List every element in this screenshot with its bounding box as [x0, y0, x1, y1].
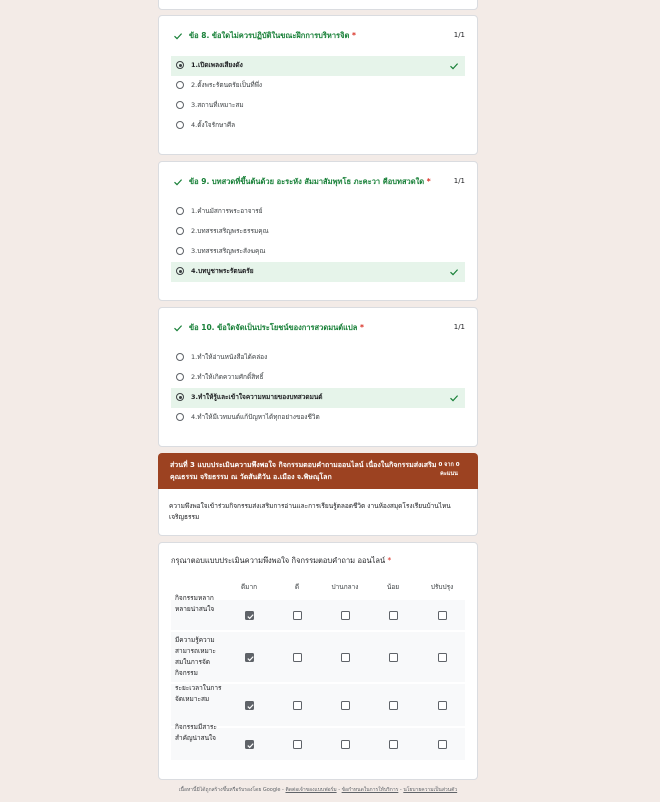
option-label: 3.สถานที่เหมาะสม — [191, 101, 244, 109]
radio-button[interactable] — [176, 393, 184, 401]
grid-checkbox[interactable] — [438, 740, 447, 749]
correct-check-icon — [173, 177, 183, 187]
answer-option[interactable] — [171, 388, 465, 408]
option-label: 2.บทสรรเสริญพระธรรมคุณ — [191, 227, 269, 235]
option-label: 4.บทบูชาพระรัตนตรัย — [191, 267, 254, 275]
question-card — [158, 161, 478, 301]
radio-button[interactable] — [176, 207, 184, 215]
answer-option[interactable] — [171, 202, 465, 222]
grid-row — [171, 723, 465, 760]
grid-checkbox[interactable] — [341, 701, 350, 710]
section-description-card — [158, 489, 478, 536]
grid-checkbox[interactable] — [438, 611, 447, 620]
correct-check-icon — [449, 61, 459, 71]
answer-option[interactable] — [171, 262, 465, 282]
answer-option[interactable] — [171, 348, 465, 368]
grid-checkbox[interactable] — [245, 653, 254, 662]
privacy-link[interactable]: นโยบายความเป็นส่วนตัว — [403, 787, 458, 793]
grid-checkbox[interactable] — [245, 701, 254, 710]
grid-checkbox[interactable] — [341, 611, 350, 620]
grid-checkbox[interactable] — [389, 611, 398, 620]
footer: เนื้อหานี้มิได้ถูกสร้างขึ้นหรือรับรองโดย Google - ติดต่อเจ้าของแบบฟอร์ม - ข้อกำหนดในการให้บริการ - นโยบายความเป็นส่วนตัว — [178, 787, 458, 793]
grid-checkbox[interactable] — [438, 653, 447, 662]
radio-button[interactable] — [176, 121, 184, 129]
question-score: 1/1 — [453, 31, 465, 39]
radio-button[interactable] — [176, 353, 184, 361]
previous-question-card — [158, 0, 478, 10]
grid-question-title: กรุณาตอบแบบประเมินความพึงพอใจ กิจกรรมตอบคำถาม ออนไลน์ * — [171, 556, 392, 565]
grid-question-card — [158, 542, 478, 780]
radio-button[interactable] — [176, 413, 184, 421]
grid-row-label: กิจกรรมหลากหลายน่าสนใจ — [175, 594, 215, 613]
section-score: 0 จาก 0 คะแนน — [438, 462, 460, 477]
option-label: 1.เปิดเพลงเสียงดัง — [191, 61, 243, 69]
grid-row — [171, 594, 465, 630]
terms-link[interactable]: ข้อกำหนดในการให้บริการ — [341, 787, 399, 793]
grid-checkbox[interactable] — [293, 611, 302, 620]
question-score: 1/1 — [453, 177, 465, 185]
question-title: ข้อ 9. บทสวดที่ขึ้นต้นด้วย อะระหัง สัมมาสัมพุทโธ ภะคะวา คือบทสวดใด * — [189, 177, 431, 186]
answer-option[interactable] — [171, 116, 465, 136]
answer-option[interactable] — [171, 368, 465, 388]
radio-button[interactable] — [176, 267, 184, 275]
grid-checkbox[interactable] — [293, 701, 302, 710]
question-title: ข้อ 8. ข้อใดไม่ควรปฏิบัติในขณะฝึกการบริหารจิต * — [189, 31, 356, 40]
radio-button[interactable] — [176, 247, 184, 255]
section-title: ส่วนที่ 3 แบบประเมินความพึงพอใจ กิจกรรมตอบคำถามออนไลน์ เนื่องในกิจกรรมส่งเสริมคุณธรรม จริยธรรม ณ วัดสันติวัน อ.เมือง จ.พิษณุโลก — [170, 461, 437, 481]
radio-button[interactable] — [176, 101, 184, 109]
grid-column-header: ปานกลาง — [331, 583, 359, 591]
section-description: ความพึงพอใจเข้าร่วมกิจกรรมส่งเสริมการอ่านและการเรียนรู้ตลอดชีวิต งานห้องสมุดโรงเรียนบ้านไหนเจริญธรรม — [169, 502, 451, 521]
radio-button[interactable] — [176, 227, 184, 235]
grid-checkbox[interactable] — [341, 653, 350, 662]
correct-check-icon — [449, 267, 459, 277]
option-label: 4.ตั้งใจรักษาศีล — [191, 121, 236, 129]
option-label: 3.บทสรรเสริญพระสังฆคุณ — [191, 247, 266, 255]
radio-button[interactable] — [176, 81, 184, 89]
option-label: 4.ทำให้มีเวทมนต์แก้ปัญหาได้ทุกอย่างของชีวิต — [191, 413, 320, 421]
grid-column-header: ดี — [294, 583, 300, 591]
correct-check-icon — [173, 323, 183, 333]
radio-button[interactable] — [176, 61, 184, 69]
answer-option[interactable] — [171, 76, 465, 96]
grid-column-header: น้อย — [386, 583, 400, 591]
answer-option[interactable] — [171, 242, 465, 262]
grid-checkbox[interactable] — [438, 701, 447, 710]
grid-row-label: มีความรู้ความสามารถเหมาะสมในการจัดกิจกรรม — [175, 636, 216, 677]
option-label: 1.คำนมัสการพระอาจารย์ — [191, 207, 263, 215]
question-card — [158, 15, 478, 155]
grid-checkbox[interactable] — [293, 653, 302, 662]
grid-column-header: ปรับปรุง — [430, 583, 454, 591]
option-label: 3.ทำให้รู้และเข้าใจความหมายของบทสวดมนต์ — [191, 393, 323, 401]
grid-row — [171, 684, 465, 726]
question-card — [158, 307, 478, 447]
grid-checkbox[interactable] — [389, 740, 398, 749]
grid-checkbox[interactable] — [389, 701, 398, 710]
option-label: 2.ทำให้เกิดความศักดิ์สิทธิ์ — [191, 373, 264, 381]
option-label: 1.ทำให้อ่านหนังสือได้คล่อง — [191, 353, 268, 361]
question-title: ข้อ 10. ข้อใดจัดเป็นประโยชน์ของการสวดมนต์แปล * — [189, 323, 364, 332]
answer-option[interactable] — [171, 56, 465, 76]
grid-checkbox[interactable] — [245, 611, 254, 620]
question-score: 1/1 — [453, 323, 465, 331]
grid-checkbox[interactable] — [293, 740, 302, 749]
grid-checkbox[interactable] — [245, 740, 254, 749]
option-label: 2.ตั้งพระรัตนตรัยเป็นที่พึ่ง — [191, 81, 263, 89]
answer-option[interactable] — [171, 96, 465, 116]
answer-option[interactable] — [171, 222, 465, 242]
grid-row-label: ระยะเวลาในการจัดเหมาะสม — [175, 684, 222, 703]
contact-owner-link[interactable]: ติดต่อเจ้าของแบบฟอร์ม — [285, 787, 337, 793]
grid-row-label: กิจกรรมมีสาระสำคัญน่าสนใจ — [175, 723, 217, 742]
radio-button[interactable] — [176, 373, 184, 381]
grid-checkbox[interactable] — [341, 740, 350, 749]
grid-column-header: ดีมาก — [240, 583, 258, 591]
section-header — [158, 453, 478, 489]
correct-check-icon — [173, 31, 183, 41]
answer-option[interactable] — [171, 408, 465, 428]
grid-row — [171, 632, 465, 682]
correct-check-icon — [449, 393, 459, 403]
grid-checkbox[interactable] — [389, 653, 398, 662]
